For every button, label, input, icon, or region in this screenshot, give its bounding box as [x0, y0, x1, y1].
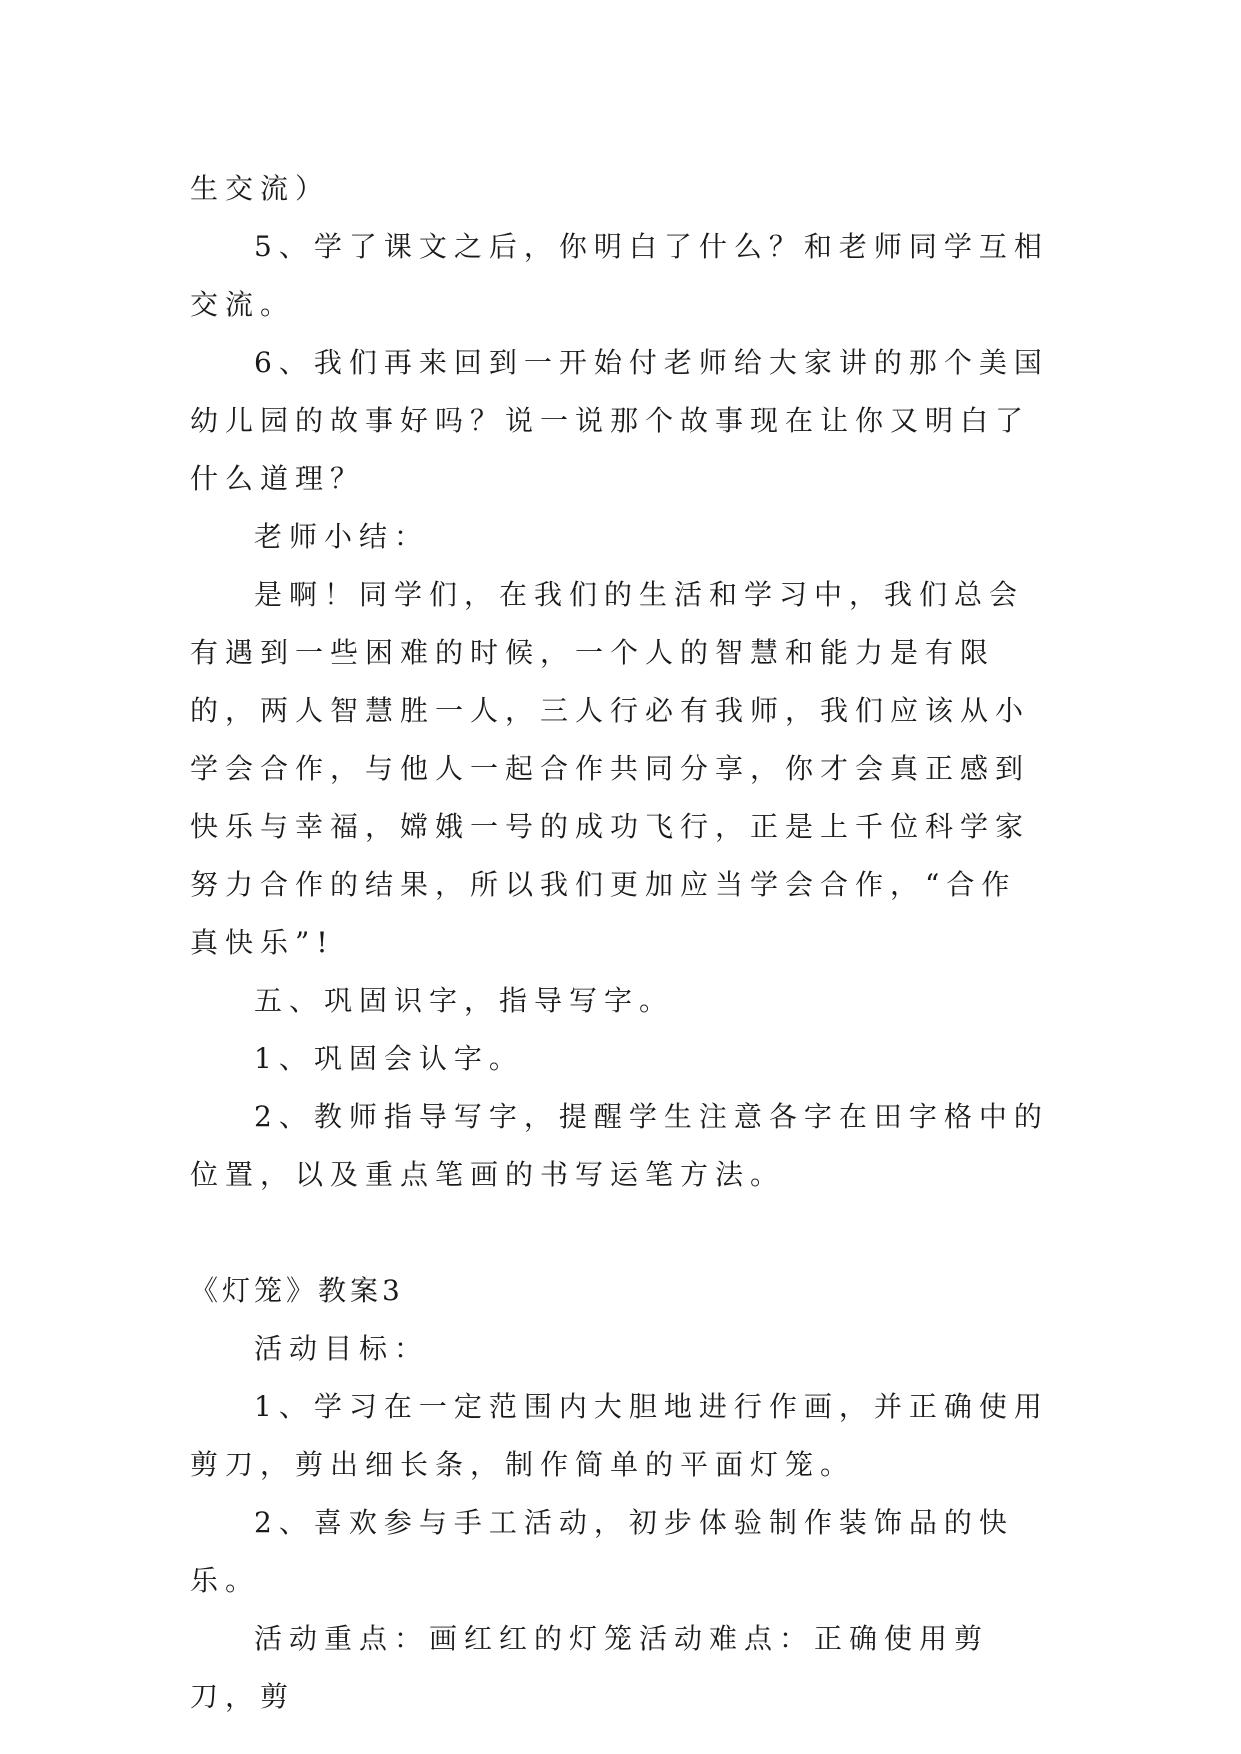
paragraph: 2、教师指导写字，提醒学生注意各字在田字格中的位置，以及重点笔画的书写运笔方法。 [190, 1100, 1049, 1191]
paragraph: 活动目标： [254, 1332, 430, 1365]
paragraph: 生交流） [190, 172, 331, 205]
section-spacer [190, 1204, 1050, 1262]
paragraph: 6、我们再来回到一开始付老师给大家讲的那个美国幼儿园的故事好吗？说一说那个故事现在让你又明白了什么道理？ [190, 346, 1049, 495]
paragraph: 是啊！同学们，在我们的生活和学习中，我们总会有遇到一些困难的时候，一个人的智慧和能力是有限的，两人智慧胜一人，三人行必有我师，我们应该从小学会合作，与他人一起合作共同分享，你才会真正感到快乐与幸福，嫦娥一号的成功飞行，正是上千位科学家努力合作的结果，所以我们更加应当学会合作，“合作真快乐”! [190, 578, 1031, 959]
paragraph: 1、学习在一定范围内大胆地进行作画，并正确使用剪刀，剪出细长条，制作简单的平面灯笼。 [190, 1390, 1049, 1481]
paragraph: 老师小结： [254, 520, 430, 553]
document-body [190, 160, 1050, 1726]
paragraph: 5、学了课文之后，你明白了什么？和老师同学互相交流。 [190, 230, 1049, 321]
paragraph: 2、喜欢参与手工活动，初步体验制作装饰品的快乐。 [190, 1506, 1014, 1597]
section-title: 《灯笼》教案3 [190, 1274, 404, 1307]
paragraph: 五、巩固识字，指导写字。 [254, 984, 675, 1017]
paragraph: 1、巩固会认字。 [254, 1042, 524, 1075]
paragraph: 活动重点：画红红的灯笼活动难点：正确使用剪刀，剪 [190, 1622, 990, 1713]
